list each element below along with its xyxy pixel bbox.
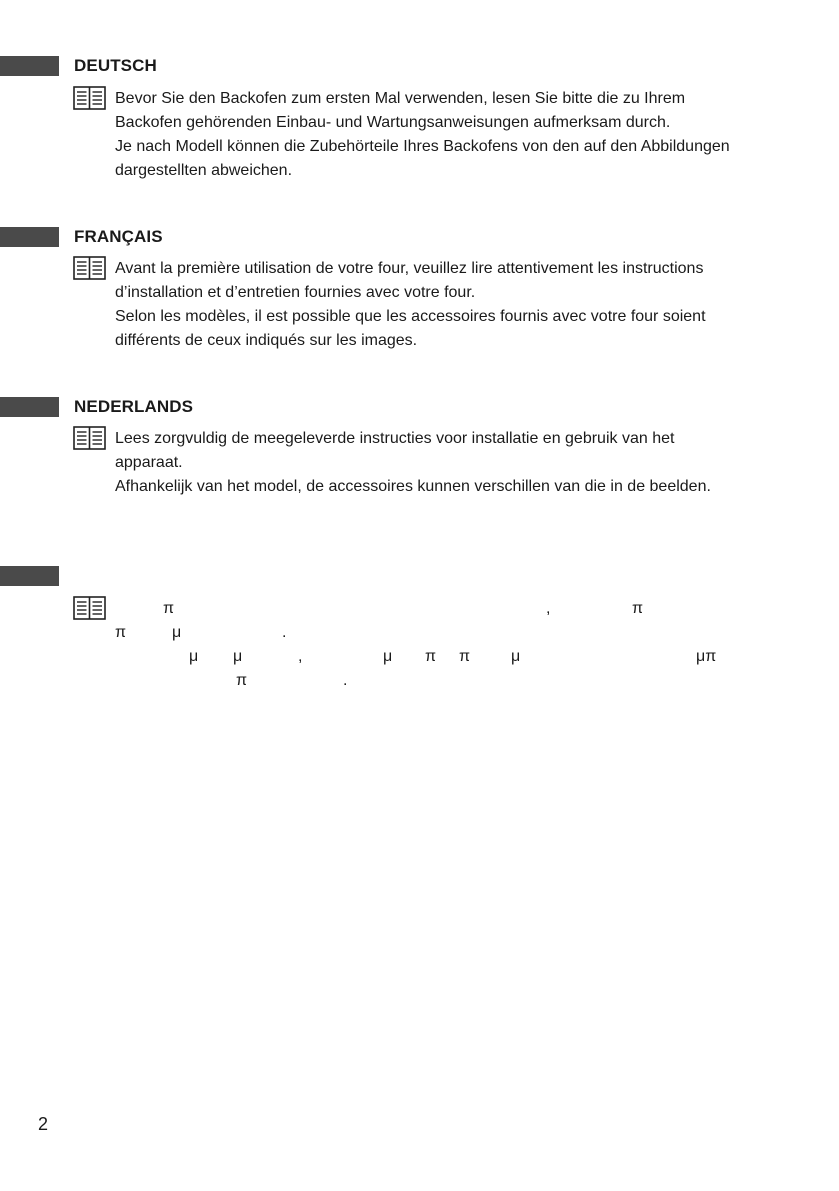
language-tab-marker [0, 397, 59, 417]
manual-book-icon [73, 256, 106, 280]
text-line: Backofen gehörenden Einbau- und Wartungsanweisungen aufmerksam durch. [115, 114, 671, 131]
text-line: dargestellten abweichen. [115, 162, 293, 179]
text-line: Afhankelijk van het model, de accessoires kunnen verschillen van die in de beelden. [115, 478, 711, 495]
language-tab-marker [0, 227, 59, 247]
text-fragment: . [282, 624, 287, 641]
text-line: d’installation et d’entretien fournies avec votre four. [115, 284, 476, 301]
text-line: différents de ceux indiqués sur les images. [115, 332, 418, 349]
text-fragment: μπ [696, 648, 717, 665]
section-text [115, 427, 815, 499]
text-fragment: , [298, 648, 303, 665]
text-fragment: π [459, 648, 471, 665]
text-fragment: π [163, 600, 175, 617]
text-fragment: μ [383, 648, 393, 665]
text-fragment: μ [233, 648, 243, 665]
text-line: Avant la première utilisation de votre four, veuillez lire attentivement les instructions [115, 260, 704, 277]
text-fragment: , [546, 600, 551, 617]
text-fragment: μ [189, 648, 199, 665]
section-heading: DEUTSCH [74, 56, 157, 75]
text-fragment: . [343, 672, 348, 689]
text-fragment: μ [511, 648, 521, 665]
text-fragment: π [632, 600, 644, 617]
text-fragment: π [236, 672, 248, 689]
section-text [115, 257, 815, 353]
text-line: Selon les modèles, il est possible que les accessoires fournis avec votre four soient [115, 308, 706, 325]
text-line: apparaat. [115, 454, 183, 471]
section-heading: NEDERLANDS [74, 397, 194, 416]
text-line: Bevor Sie den Backofen zum ersten Mal verwenden, lesen Sie bitte die zu Ihrem [115, 90, 686, 107]
page-number: 2 [38, 1114, 49, 1134]
manual-book-icon [73, 426, 106, 450]
manual-book-icon [73, 86, 106, 110]
manual-book-icon [73, 596, 106, 620]
text-fragment: μ [172, 624, 182, 641]
text-line: Je nach Modell können die Zubehörteile Ihres Backofens von den auf den Abbildungen [115, 138, 730, 155]
language-tab-marker [0, 566, 59, 586]
text-fragment: π [115, 624, 127, 641]
text-line: Lees zorgvuldig de meegeleverde instructies voor installatie en gebruik van het [115, 430, 675, 447]
section-heading: FRANÇAIS [74, 227, 163, 246]
language-tab-marker [0, 56, 59, 76]
section-text [115, 87, 815, 183]
text-fragment: π [425, 648, 437, 665]
